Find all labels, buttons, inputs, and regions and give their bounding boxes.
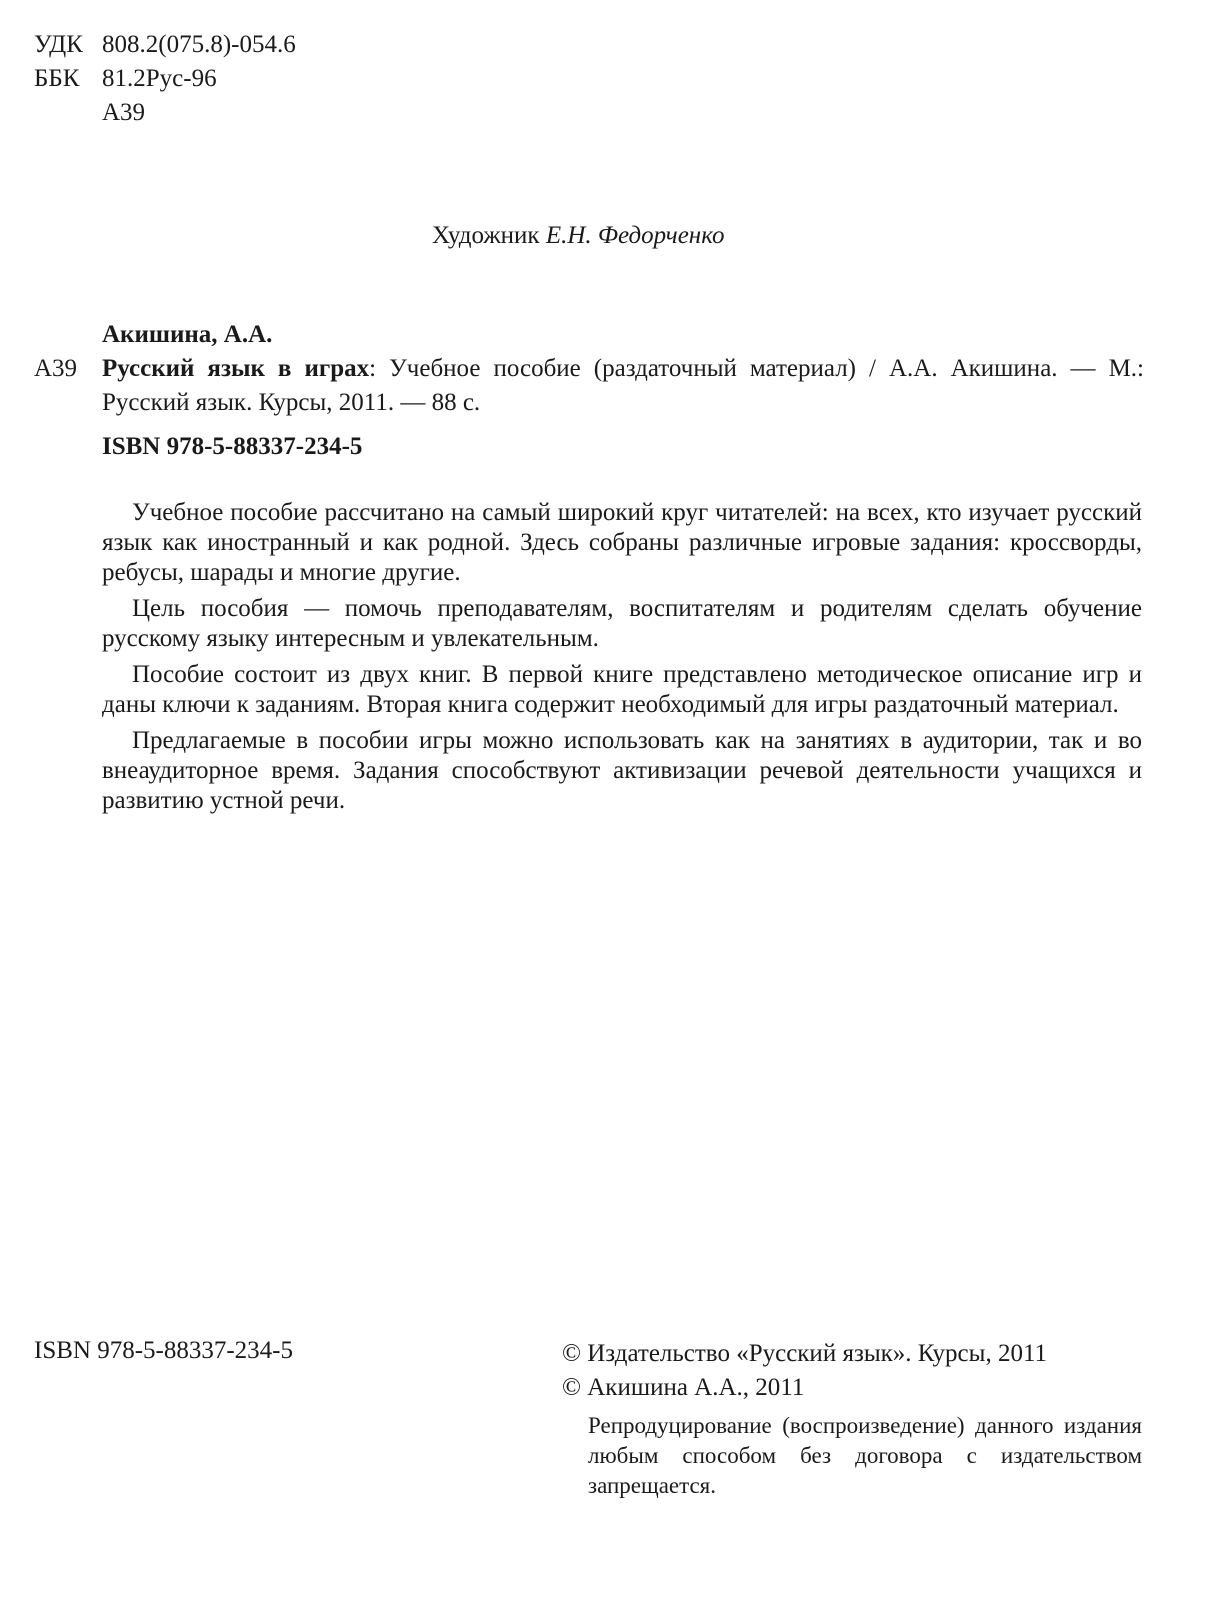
footer-isbn: ISBN 978-5-88337-234-5: [34, 1337, 294, 1364]
book-title: Русский язык в играх: [102, 355, 370, 382]
record-entry: [34, 352, 1144, 420]
author-code: А39: [102, 99, 146, 126]
copyright-publisher: © Издательство «Русский язык». Курсы, 2011: [562, 1340, 1048, 1367]
bbk-label: ББК: [34, 65, 80, 92]
copyright-block: [562, 1337, 1142, 1501]
reproduction-notice: Репродуцирование (воспроизведение) данного издания любым способом без договора с издательством запрещается.: [588, 1413, 1142, 1498]
record-description: : Учебное пособие (раздаточный материал) / А.А. Акишина. — М.: Русский язык. Курсы, 2011. — 88 с.: [102, 355, 1144, 416]
abstract-paragraph: Предлагаемые в пособии игры можно использовать как на занятиях в аудитории, так и во внеаудиторное время. Задания способствуют активизации речевой деятельности учащихся и развитию устной речи.: [102, 727, 1142, 814]
artist-credit: [432, 222, 724, 250]
udk-value: 808.2(075.8)-054.6: [102, 31, 296, 58]
artist-name: Е.Н. Федорченко: [545, 222, 725, 249]
bbk-value: 81.2Рус-96: [102, 65, 217, 92]
record-code: А39: [34, 355, 78, 382]
record-author: Акишина, А.А.: [102, 321, 273, 348]
record-text: [102, 352, 1144, 420]
abstract-paragraph: Пособие состоит из двух книг. В первой книге представлено методическое описание игр и даны ключи к заданиям. Вторая книга содержит необходимый для игры раздаточный материал.: [102, 661, 1142, 718]
artist-label: Художник: [432, 222, 540, 249]
udk-row: [34, 28, 296, 62]
abstract-paragraph: Цель пособия — помочь преподавателям, воспитателям и родителям сделать обучение русскому языку интересным и увлекательным.: [102, 595, 1142, 652]
abstract: [102, 498, 1142, 822]
bbk-row: [34, 62, 296, 96]
bibliographic-record: [34, 318, 1144, 464]
record-isbn: ISBN 978-5-88337-234-5: [102, 433, 363, 460]
classification-block: [34, 28, 296, 130]
abstract-paragraph: Учебное пособие рассчитано на самый широкий круг читателей: на всех, кто изучает русский язык как иностранный и как родной. Здесь собраны различные игровые задания: кроссворды, ребусы, шарады и многие другие.: [102, 499, 1142, 586]
udk-label: УДК: [34, 31, 83, 58]
copyright-author: © Акишина А.А., 2011: [562, 1374, 805, 1401]
